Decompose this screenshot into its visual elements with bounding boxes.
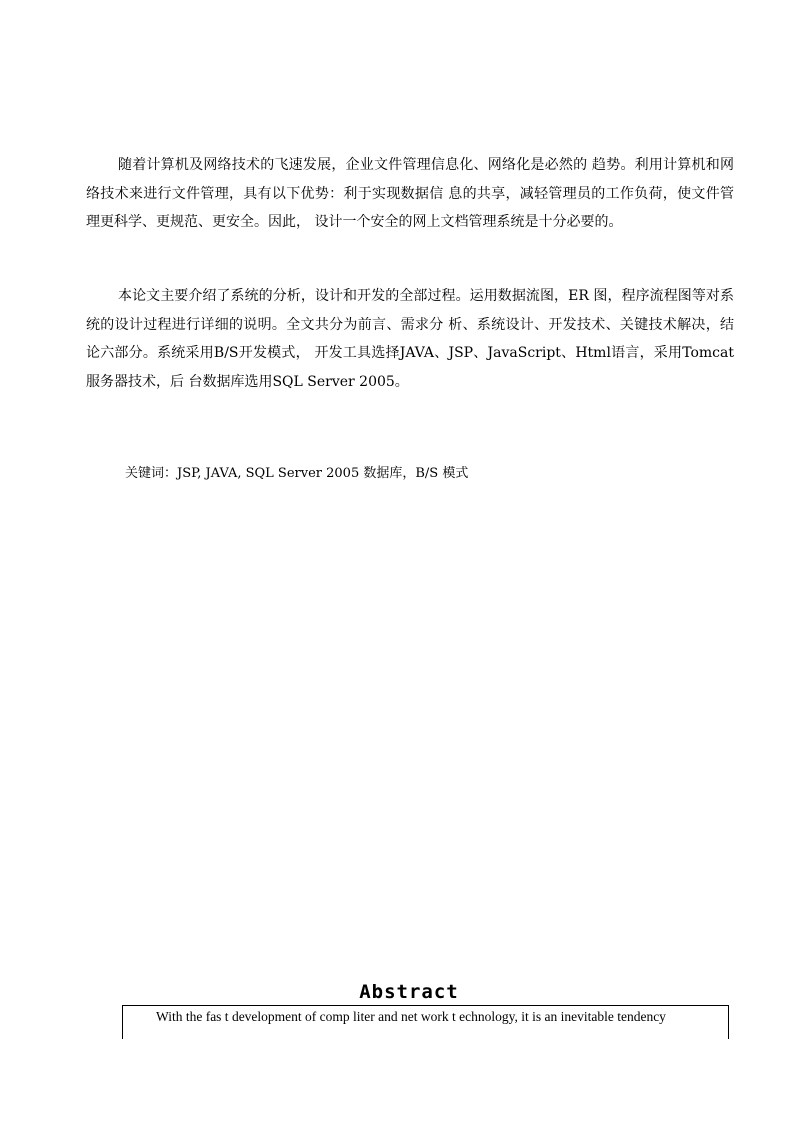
english-abstract-title: Abstract <box>359 981 459 1003</box>
chinese-abstract-paragraph-1: 随着计算机及网络技术的飞速发展，企业文件管理信息化、网络化是必然的 趋势。利用计算机和网络技术来进行文件管理，具有以下优势：利于实现数据信 息的共享，减轻管理员的工作负荷，使文件管理更科学、更规范、更安全。因此， 设计一个安全的网上文档管理系统是十分必要的。 <box>86 157 734 230</box>
chinese-abstract-paragraph-2: 本论文主要介绍了系统的分析，设计和开发的全部过程。运用数据流图，ER 图，程序流程图等对系统的设计过程进行详细的说明。全文共分为前言、需求分 析、系统设计、开发技术、关键技术解决，结论六部分。系统采用B/S开发模式， 开发工具选择JAVA、JSP、JavaScript、Html语言，采用Tomcat服务器技术，后 台数据库选用SQL Server 2005。 <box>86 288 734 390</box>
chinese-keywords: 关键词：JSP, JAVA, SQL Server 2005 数据库，B/S 模式 <box>125 466 469 481</box>
english-abstract-first-line: With the fas t development of comp liter and net work t echnology, it is an inevitable tendency <box>156 1009 666 1024</box>
english-abstract-frame <box>122 1005 729 1039</box>
